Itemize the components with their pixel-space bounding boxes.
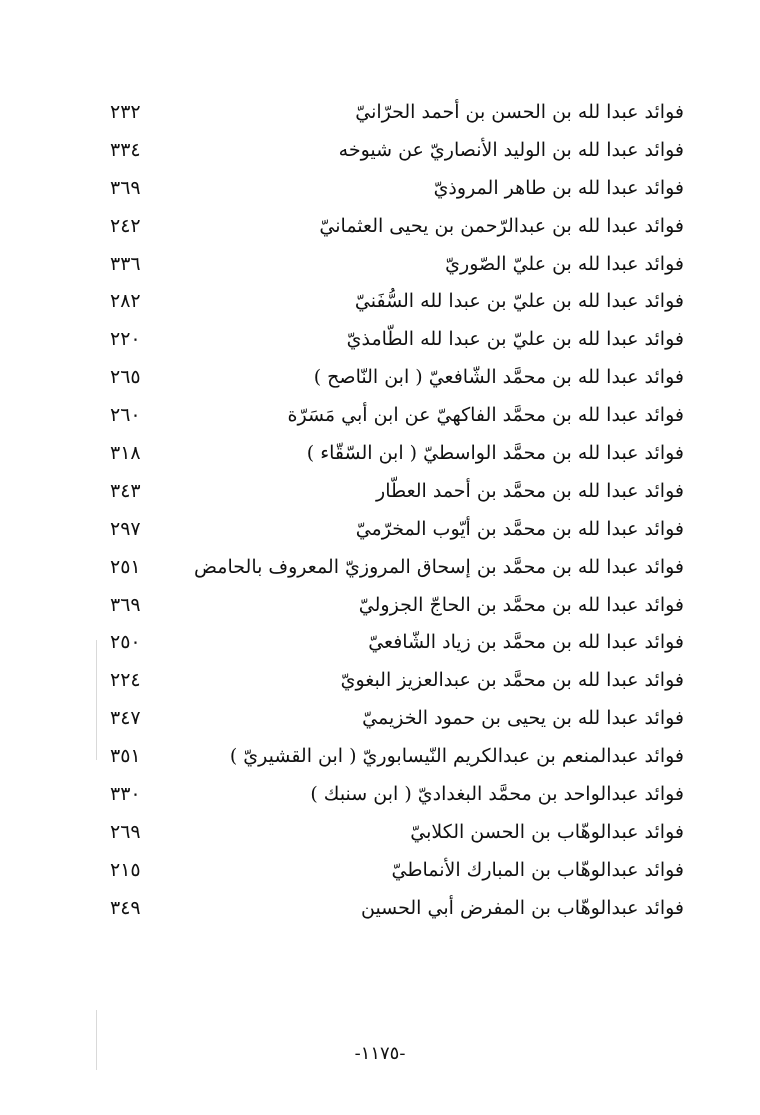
entry-page-number: ٢٥١	[110, 555, 141, 578]
index-entry	[110, 552, 684, 590]
entry-title: فوائد عبدا لله بن عبدالرّحمن بن يحيى العثمانيّ	[319, 214, 684, 237]
entry-title: فوائد عبدا لله بن طاهر المروذيّ	[433, 176, 684, 199]
entry-page-number: ٢٥٠	[110, 631, 141, 654]
index-entry	[110, 817, 684, 855]
entry-page-number: ٢٩٧	[110, 517, 141, 540]
entry-page-number: ٣٣٤	[110, 138, 141, 161]
index-list	[110, 97, 684, 931]
entry-title: فوائد عبدالواحد بن محمَّد البغداديّ ( ابن سنبك )	[310, 783, 684, 806]
entry-page-number: ٣٦٩	[110, 176, 141, 199]
entry-title: فوائد عبدا لله بن محمَّد الواسطيّ ( ابن السّقّاء )	[306, 442, 684, 465]
index-entry	[110, 627, 684, 665]
entry-page-number: ٣٤٣	[110, 479, 141, 502]
entry-page-number: ٣٥١	[110, 745, 141, 768]
entry-title: فوائد عبدا لله بن محمَّد الشّافعيّ ( ابن النّاصح )	[313, 366, 684, 389]
entry-page-number: ٣٤٩	[110, 896, 141, 919]
entry-page-number: ٣٤٧	[110, 707, 141, 730]
index-entry	[110, 324, 684, 362]
index-entry	[110, 135, 684, 173]
entry-title: فوائد عبدا لله بن محمَّد بن الحاجّ الجزوليّ	[358, 593, 684, 616]
page-edge-mark	[96, 640, 97, 760]
entry-page-number: ٢٦٩	[110, 820, 141, 843]
entry-page-number: ٢٤٢	[110, 214, 141, 237]
index-entry	[110, 400, 684, 438]
entry-title: فوائد عبدالوهّاب بن المبارك الأنماطيّ	[391, 858, 684, 881]
index-entry	[110, 286, 684, 324]
index-entry	[110, 514, 684, 552]
entry-title: فوائد عبدالوهّاب بن المفرض أبي الحسين	[360, 896, 684, 919]
page-number: -١١٧٥-	[354, 1043, 406, 1064]
entry-title: فوائد عبدالمنعم بن عبدالكريم النّيسابوريّ ( ابن القشيريّ )	[229, 745, 684, 768]
index-entry	[110, 173, 684, 211]
page-edge-mark	[96, 1010, 97, 1070]
index-entry	[110, 665, 684, 703]
entry-page-number: ٢٦٠	[110, 404, 141, 427]
entry-title: فوائد عبدا لله بن محمَّد بن أحمد العطّار	[376, 479, 684, 502]
entry-title: فوائد عبدا لله بن عليّ الصّوريّ	[445, 252, 684, 275]
entry-page-number: ٣٣٦	[110, 252, 141, 275]
index-entry	[110, 893, 684, 931]
index-entry	[110, 211, 684, 249]
entry-page-number: ٢٣٢	[110, 101, 141, 123]
index-entry	[110, 438, 684, 476]
entry-title: فوائد عبدا لله بن يحيى بن حمود الخزيميّ	[362, 707, 684, 730]
entry-page-number: ٣١٨	[110, 442, 141, 465]
index-entry	[110, 741, 684, 779]
index-entry	[110, 779, 684, 817]
index-entry	[110, 362, 684, 400]
entry-title: فوائد عبدا لله بن عليّ بن عبدا لله الطّامذيّ	[346, 328, 684, 351]
index-entry	[110, 703, 684, 741]
entry-title: فوائد عبدا لله بن عليّ بن عبدا لله السُّفَنيّ	[354, 290, 684, 313]
entry-title: فوائد عبدا لله بن محمَّد الفاكهيّ عن ابن أبي مَسَرّة	[287, 404, 684, 427]
entry-page-number: ٢٨٢	[110, 290, 141, 313]
entry-title: فوائد عبدالوهّاب بن الحسن الكلابيّ	[410, 820, 684, 843]
entry-title: فوائد عبدا لله بن الحسن بن أحمد الحرّانيّ	[355, 101, 684, 123]
entry-page-number: ٢٦٥	[110, 366, 141, 389]
entry-title: فوائد عبدا لله بن محمَّد بن عبدالعزيز البغويّ	[340, 669, 684, 692]
index-entry	[110, 249, 684, 287]
entry-title: فوائد عبدا لله بن محمَّد بن أيّوب المخرّميّ	[355, 517, 684, 540]
entry-title: فوائد عبدا لله بن محمَّد بن إسحاق المروزيّ المعروف بالحامض	[194, 555, 684, 578]
index-entry	[110, 855, 684, 893]
index-entry	[110, 97, 684, 135]
index-entry	[110, 590, 684, 628]
entry-title: فوائد عبدا لله بن الوليد الأنصاريّ عن شيوخه	[338, 138, 684, 161]
entry-page-number: ٢٢٠	[110, 328, 141, 351]
entry-page-number: ٣٦٩	[110, 593, 141, 616]
entry-page-number: ٣٣٠	[110, 783, 141, 806]
index-entry	[110, 476, 684, 514]
entry-page-number: ٢١٥	[110, 858, 141, 881]
entry-title: فوائد عبدا لله بن محمَّد بن زياد الشّافعيّ	[368, 631, 684, 654]
entry-page-number: ٢٢٤	[110, 669, 141, 692]
